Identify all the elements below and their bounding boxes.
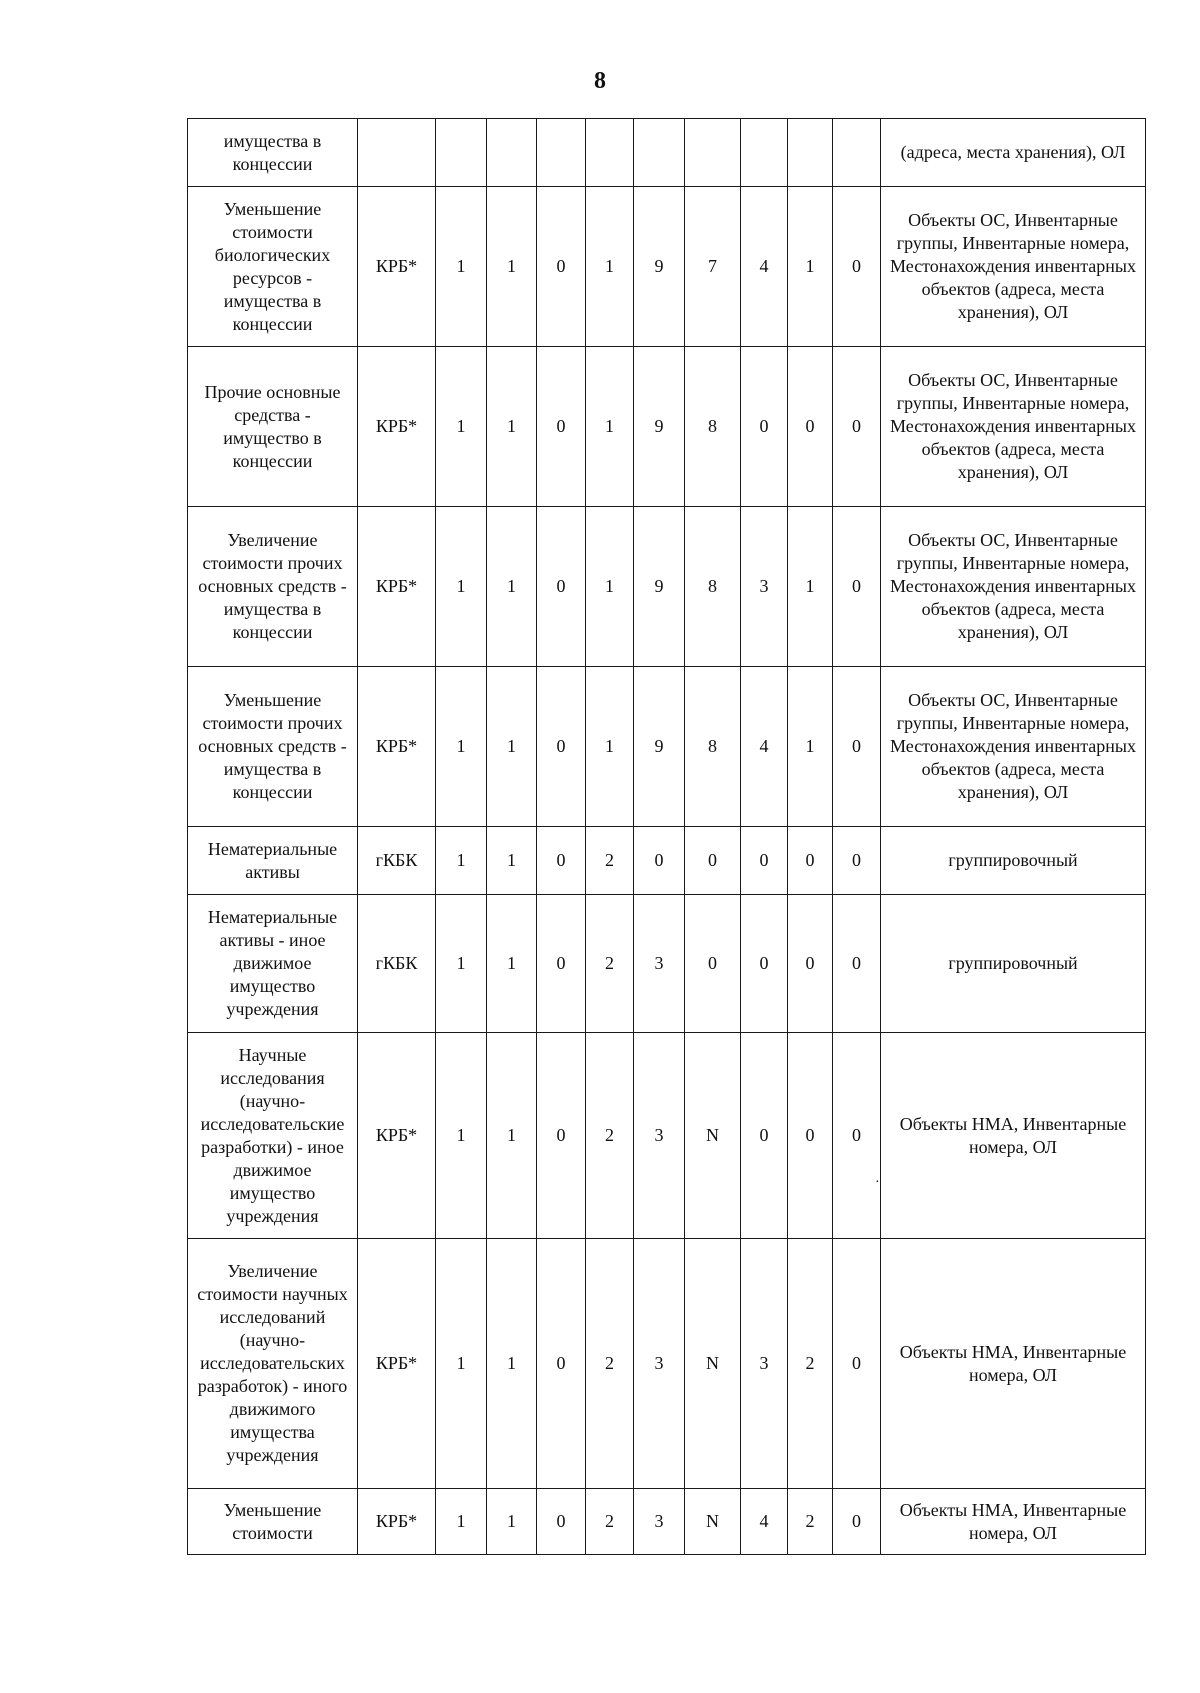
code-digit-cell: 3 bbox=[634, 1033, 685, 1239]
account-type-cell: КРБ* bbox=[358, 347, 436, 507]
stray-dot-mark: · bbox=[875, 1175, 880, 1190]
code-digit-cell: 3 bbox=[741, 507, 788, 667]
code-digit-cell: N bbox=[685, 1489, 741, 1555]
code-digit-cell: 8 bbox=[685, 507, 741, 667]
code-digit-cell: 0 bbox=[537, 1489, 586, 1555]
code-digit-cell: 0 bbox=[833, 895, 881, 1033]
code-digit-cell: 1 bbox=[436, 667, 487, 827]
code-digit-cell: 0 bbox=[788, 1033, 833, 1239]
code-digit-cell: 7 bbox=[685, 187, 741, 347]
code-digit-cell: 1 bbox=[436, 1033, 487, 1239]
code-digit-cell: 0 bbox=[833, 347, 881, 507]
code-digit-cell: 1 bbox=[436, 895, 487, 1033]
code-digit-cell: 0 bbox=[741, 895, 788, 1033]
code-digit-cell bbox=[788, 119, 833, 187]
table-row bbox=[188, 667, 1146, 827]
code-digit-cell: 0 bbox=[537, 1239, 586, 1489]
code-digit-cell: 0 bbox=[685, 895, 741, 1033]
code-digit-cell: 3 bbox=[741, 1239, 788, 1489]
table-row bbox=[188, 507, 1146, 667]
code-digit-cell: 2 bbox=[586, 1033, 634, 1239]
code-digit-cell: 1 bbox=[487, 895, 537, 1033]
code-digit-cell: 9 bbox=[634, 187, 685, 347]
code-digit-cell: 4 bbox=[741, 187, 788, 347]
code-digit-cell: 3 bbox=[634, 895, 685, 1033]
code-digit-cell: 1 bbox=[586, 187, 634, 347]
code-digit-cell: N bbox=[685, 1033, 741, 1239]
code-digit-cell: 0 bbox=[741, 827, 788, 895]
account-name-cell: Научные исследования (научно-исследовательские разработки) - иное движимое имущество учреждения bbox=[188, 1033, 358, 1239]
code-digit-cell: 1 bbox=[586, 667, 634, 827]
code-digit-cell: 8 bbox=[685, 667, 741, 827]
code-digit-cell: 1 bbox=[788, 507, 833, 667]
code-digit-cell bbox=[741, 119, 788, 187]
table-row bbox=[188, 187, 1146, 347]
code-digit-cell: 3 bbox=[634, 1239, 685, 1489]
code-digit-cell: 1 bbox=[436, 347, 487, 507]
table-row bbox=[188, 1489, 1146, 1555]
code-digit-cell: 0 bbox=[537, 667, 586, 827]
code-digit-cell: N bbox=[685, 1239, 741, 1489]
table-row bbox=[188, 1033, 1146, 1239]
account-name-cell: Увеличение стоимости прочих основных средств - имущества в концессии bbox=[188, 507, 358, 667]
account-name-cell: Уменьшение стоимости биологических ресурсов - имущества в концессии bbox=[188, 187, 358, 347]
code-digit-cell: 1 bbox=[487, 347, 537, 507]
code-digit-cell: 2 bbox=[586, 1239, 634, 1489]
code-digit-cell: 9 bbox=[634, 507, 685, 667]
code-digit-cell: 1 bbox=[487, 1033, 537, 1239]
code-digit-cell: 0 bbox=[537, 347, 586, 507]
code-digit-cell bbox=[586, 119, 634, 187]
analytics-description-cell: (адреса, места хранения), ОЛ bbox=[881, 119, 1146, 187]
account-name-cell: имущества в концессии bbox=[188, 119, 358, 187]
code-digit-cell: 1 bbox=[436, 1239, 487, 1489]
code-digit-cell: 1 bbox=[487, 187, 537, 347]
code-digit-cell: 1 bbox=[436, 827, 487, 895]
code-digit-cell: 1 bbox=[586, 507, 634, 667]
code-digit-cell: 0 bbox=[833, 1239, 881, 1489]
code-digit-cell: 0 bbox=[537, 507, 586, 667]
code-digit-cell: 1 bbox=[487, 827, 537, 895]
table-row bbox=[188, 347, 1146, 507]
code-digit-cell: 9 bbox=[634, 667, 685, 827]
code-digit-cell: 1 bbox=[487, 507, 537, 667]
code-digit-cell: 0 bbox=[537, 187, 586, 347]
code-digit-cell: 1 bbox=[436, 507, 487, 667]
code-digit-cell bbox=[833, 119, 881, 187]
code-digit-cell: 4 bbox=[741, 1489, 788, 1555]
account-name-cell: Уменьшение стоимости прочих основных средств - имущества в концессии bbox=[188, 667, 358, 827]
account-type-cell: гКБК bbox=[358, 827, 436, 895]
account-type-cell: КРБ* bbox=[358, 1489, 436, 1555]
code-digit-cell bbox=[436, 119, 487, 187]
code-digit-cell: 0 bbox=[537, 1033, 586, 1239]
code-digit-cell: 1 bbox=[586, 347, 634, 507]
analytics-description-cell: Объекты ОС, Инвентарные группы, Инвентарные номера, Местонахождения инвентарных объектов (адреса, места хранения), ОЛ bbox=[881, 347, 1146, 507]
account-name-cell: Нематериальные активы - иное движимое имущество учреждения bbox=[188, 895, 358, 1033]
page-number: 8 bbox=[594, 68, 606, 94]
analytics-description-cell: группировочный bbox=[881, 827, 1146, 895]
code-digit-cell: 0 bbox=[833, 827, 881, 895]
code-digit-cell: 0 bbox=[741, 1033, 788, 1239]
code-digit-cell: 8 bbox=[685, 347, 741, 507]
code-digit-cell: 0 bbox=[537, 827, 586, 895]
code-digit-cell: 1 bbox=[788, 187, 833, 347]
table-body bbox=[188, 119, 1146, 1555]
analytics-description-cell: Объекты НМА, Инвентарные номера, ОЛ bbox=[881, 1033, 1146, 1239]
table-row bbox=[188, 895, 1146, 1033]
analytics-description-cell: Объекты ОС, Инвентарные группы, Инвентарные номера, Местонахождения инвентарных объектов (адреса, места хранения), ОЛ bbox=[881, 187, 1146, 347]
code-digit-cell: 4 bbox=[741, 667, 788, 827]
code-digit-cell: 1 bbox=[487, 667, 537, 827]
account-name-cell: Уменьшение стоимости bbox=[188, 1489, 358, 1555]
account-type-cell: КРБ* bbox=[358, 667, 436, 827]
code-digit-cell: 0 bbox=[788, 827, 833, 895]
code-digit-cell: 2 bbox=[586, 895, 634, 1033]
code-digit-cell: 1 bbox=[436, 187, 487, 347]
code-digit-cell: 0 bbox=[788, 347, 833, 507]
table-row bbox=[188, 119, 1146, 187]
code-digit-cell: 0 bbox=[833, 507, 881, 667]
account-name-cell: Увеличение стоимости научных исследований (научно-исследовательских разработок) - иного движимого имущества учреждения bbox=[188, 1239, 358, 1489]
code-digit-cell: 1 bbox=[487, 1239, 537, 1489]
code-digit-cell: 0 bbox=[537, 895, 586, 1033]
code-digit-cell: 0 bbox=[685, 827, 741, 895]
code-digit-cell: 2 bbox=[788, 1239, 833, 1489]
code-digit-cell bbox=[634, 119, 685, 187]
code-digit-cell: 0 bbox=[833, 667, 881, 827]
code-digit-cell: 2 bbox=[586, 1489, 634, 1555]
code-digit-cell: 1 bbox=[436, 1489, 487, 1555]
account-type-cell: гКБК bbox=[358, 895, 436, 1033]
code-digit-cell bbox=[537, 119, 586, 187]
account-type-cell bbox=[358, 119, 436, 187]
code-digit-cell: 2 bbox=[788, 1489, 833, 1555]
analytics-description-cell: группировочный bbox=[881, 895, 1146, 1033]
analytics-description-cell: Объекты НМА, Инвентарные номера, ОЛ bbox=[881, 1239, 1146, 1489]
table-row bbox=[188, 1239, 1146, 1489]
analytics-description-cell: Объекты НМА, Инвентарные номера, ОЛ bbox=[881, 1489, 1146, 1555]
code-digit-cell: 1 bbox=[487, 1489, 537, 1555]
code-digit-cell bbox=[685, 119, 741, 187]
code-digit-cell bbox=[487, 119, 537, 187]
account-type-cell: КРБ* bbox=[358, 187, 436, 347]
code-digit-cell: 2 bbox=[586, 827, 634, 895]
account-name-cell: Нематериальные активы bbox=[188, 827, 358, 895]
account-type-cell: КРБ* bbox=[358, 1033, 436, 1239]
account-type-cell: КРБ* bbox=[358, 1239, 436, 1489]
code-digit-cell: 9 bbox=[634, 347, 685, 507]
code-digit-cell: 0 bbox=[634, 827, 685, 895]
code-digit-cell: 0 bbox=[833, 1033, 881, 1239]
code-digit-cell: 0 bbox=[741, 347, 788, 507]
account-type-cell: КРБ* bbox=[358, 507, 436, 667]
code-digit-cell: 0 bbox=[833, 1489, 881, 1555]
code-digit-cell: 0 bbox=[833, 187, 881, 347]
accounts-table bbox=[187, 118, 1146, 1555]
analytics-description-cell: Объекты ОС, Инвентарные группы, Инвентарные номера, Местонахождения инвентарных объектов (адреса, места хранения), ОЛ bbox=[881, 667, 1146, 827]
account-name-cell: Прочие основные средства - имущество в концессии bbox=[188, 347, 358, 507]
analytics-description-cell: Объекты ОС, Инвентарные группы, Инвентарные номера, Местонахождения инвентарных объектов (адреса, места хранения), ОЛ bbox=[881, 507, 1146, 667]
code-digit-cell: 1 bbox=[788, 667, 833, 827]
table-row bbox=[188, 827, 1146, 895]
code-digit-cell: 0 bbox=[788, 895, 833, 1033]
code-digit-cell: 3 bbox=[634, 1489, 685, 1555]
